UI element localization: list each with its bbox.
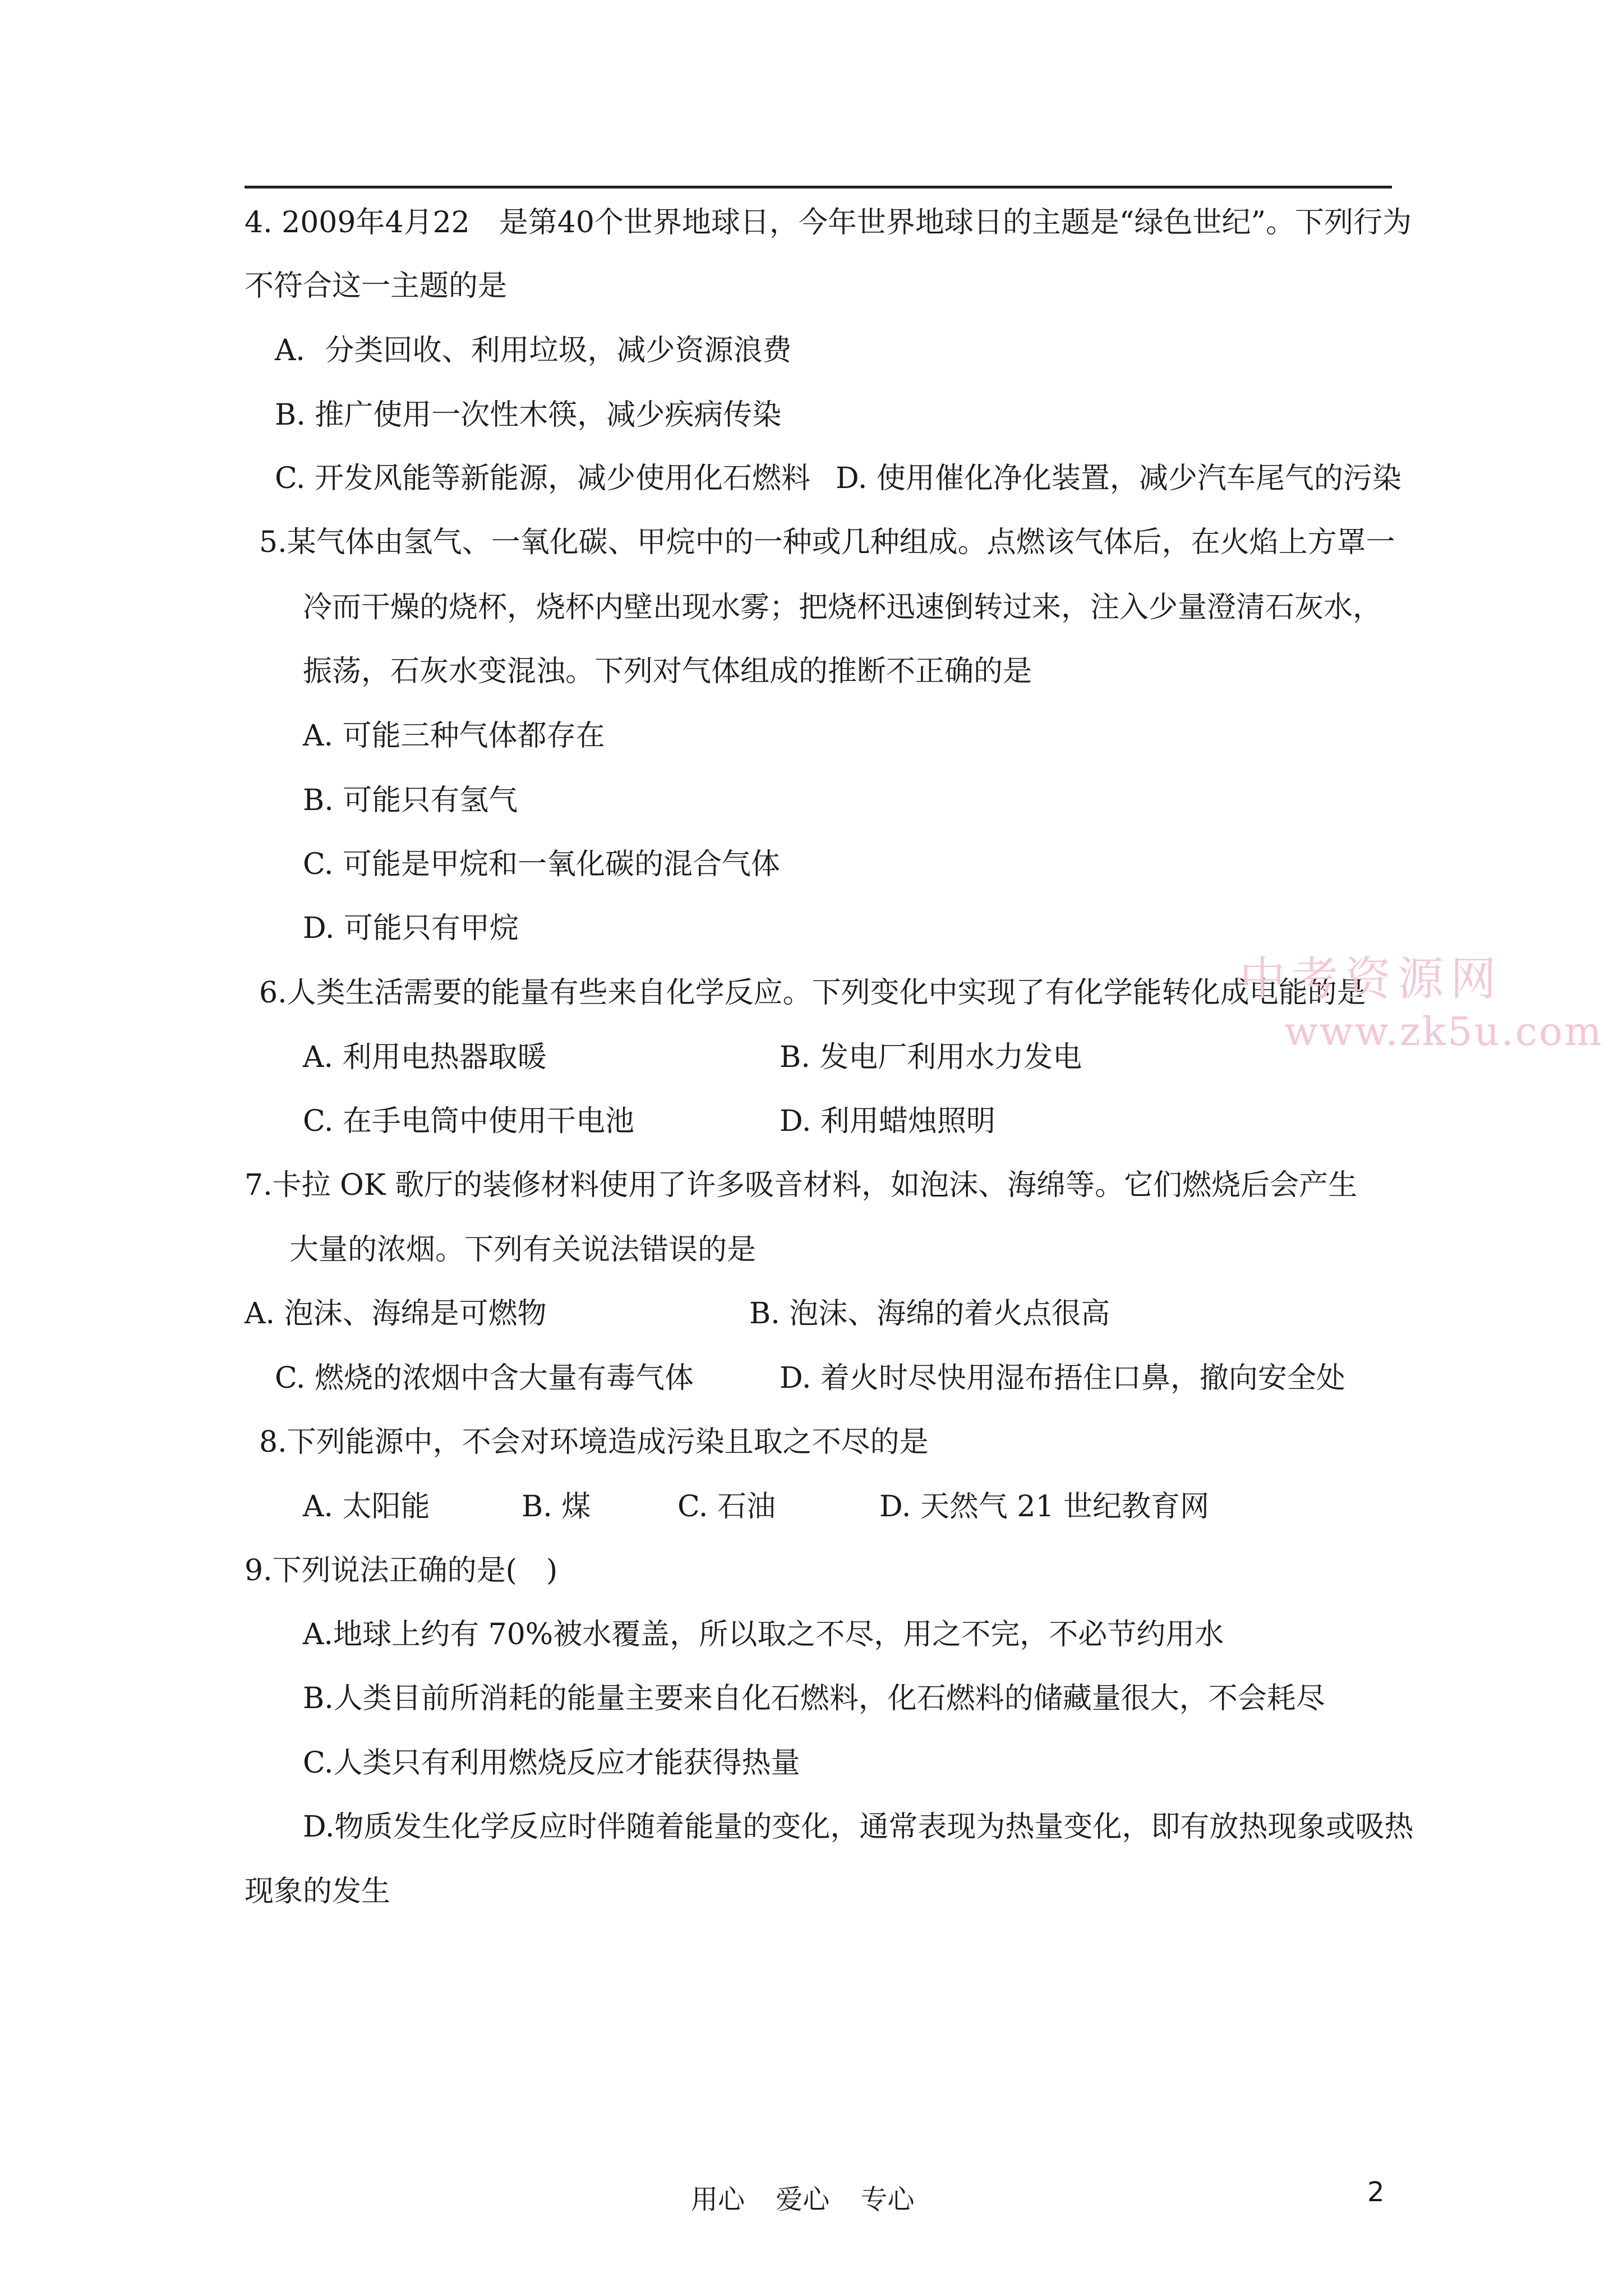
q8-option-c: C. 石油 [677,1490,776,1524]
q9-option-d-line2: 现象的发生 [245,1875,391,1908]
q8-option-b: B. 煤 [522,1490,591,1524]
q5-option-c: C. 可能是甲烷和一氧化碳的混合气体 [303,848,780,881]
q5-stem-line2: 冷而干燥的烧杯，烧杯内壁出现水雾；把烧杯迅速倒转过来，注入少量澄清石灰水， [303,591,1382,624]
q6-option-d: D. 利用蜡烛照明 [780,1105,995,1138]
q4-stem-line2: 不符合这一主题的是 [245,269,508,303]
q7-option-d: D. 着火时尽快用湿布捂住口鼻，撤向安全处 [780,1361,1345,1395]
q6-stem-line1: 6.人类生活需要的能量有些来自化学反应。下列变化中实现了有化学能转化成电能的是 [259,976,1366,1010]
page-number: 2 [1367,2177,1385,2208]
q7-stem-line2: 大量的浓烟。下列有关说法错误的是 [289,1233,757,1267]
q7-option-a: A. 泡沫、海绵是可燃物 [245,1297,547,1331]
q9-option-d-line1: D.物质发生化学反应时伴随着能量的变化，通常表现为热量变化，即有放热现象或吸热 [303,1810,1414,1844]
q4-option-c: C. 开发风能等新能源，减少使用化石燃料 [275,462,810,495]
q4-option-a: A．分类回收、利用垃圾，减少资源浪费 [275,334,792,367]
watermark-url: www.zk5u.com [1284,1009,1603,1055]
q6-option-b: B. 发电厂利用水力发电 [780,1041,1082,1074]
q8-option-d: D. 天然气 21 世纪教育网 [879,1490,1210,1524]
q5-stem-line1: 5.某气体由氢气、一氧化碳、甲烷中的一种或几种组成。点燃该气体后，在火焰上方罩一 [259,526,1395,559]
q9-option-c: C.人类只有利用燃烧反应才能获得热量 [303,1746,800,1780]
q7-stem-line1: 7.卡拉 OK 歌厅的装修材料使用了许多吸音材料，如泡沫、海绵等。它们燃烧后会产生 [245,1168,1358,1202]
q8-stem-line1: 8.下列能源中，不会对环境造成污染且取之不尽的是 [259,1425,929,1459]
q9-stem-line1: 9.下列说法正确的是( ) [245,1554,558,1588]
q9-option-a: A.地球上约有 70%被水覆盖，所以取之不尽，用之不完，不必节约用水 [303,1618,1224,1651]
q8-option-a: A. 太阳能 [303,1490,430,1524]
q5-option-b: B. 可能只有氢气 [303,784,518,817]
q7-option-c: C. 燃烧的浓烟中含大量有毒气体 [275,1361,694,1395]
q7-option-b: B. 泡沫、海绵的着火点很高 [749,1297,1110,1331]
q5-stem-line3: 振荡，石灰水变混浊。下列对气体组成的推断不正确的是 [303,655,1032,688]
q4-option-b: B. 推广使用一次性木筷，减少疾病传染 [275,398,782,432]
q6-option-a: A. 利用电热器取暖 [303,1041,547,1074]
q4-option-d: D. 使用催化净化装置，减少汽车尾气的污染 [836,462,1401,495]
q6-option-c: C. 在手电筒中使用干电池 [303,1105,634,1138]
q5-option-d: D. 可能只有甲烷 [303,912,519,945]
q4-stem-line1: 4. 2009年4月22 是第40个世界地球日，今年世界地球日的主题是“绿色世纪”。下列行为 [245,206,1412,240]
watermark-site-name: 中考资源网 [1239,953,1504,1006]
q5-option-a: A. 可能三种气体都存在 [303,719,605,753]
header-rule [245,186,1392,188]
q9-option-b: B.人类目前所消耗的能量主要来自化石燃料，化石燃料的储藏量很大，不会耗尽 [303,1682,1325,1715]
footer-motto: 用心 爱心 专心 [691,2184,915,2215]
